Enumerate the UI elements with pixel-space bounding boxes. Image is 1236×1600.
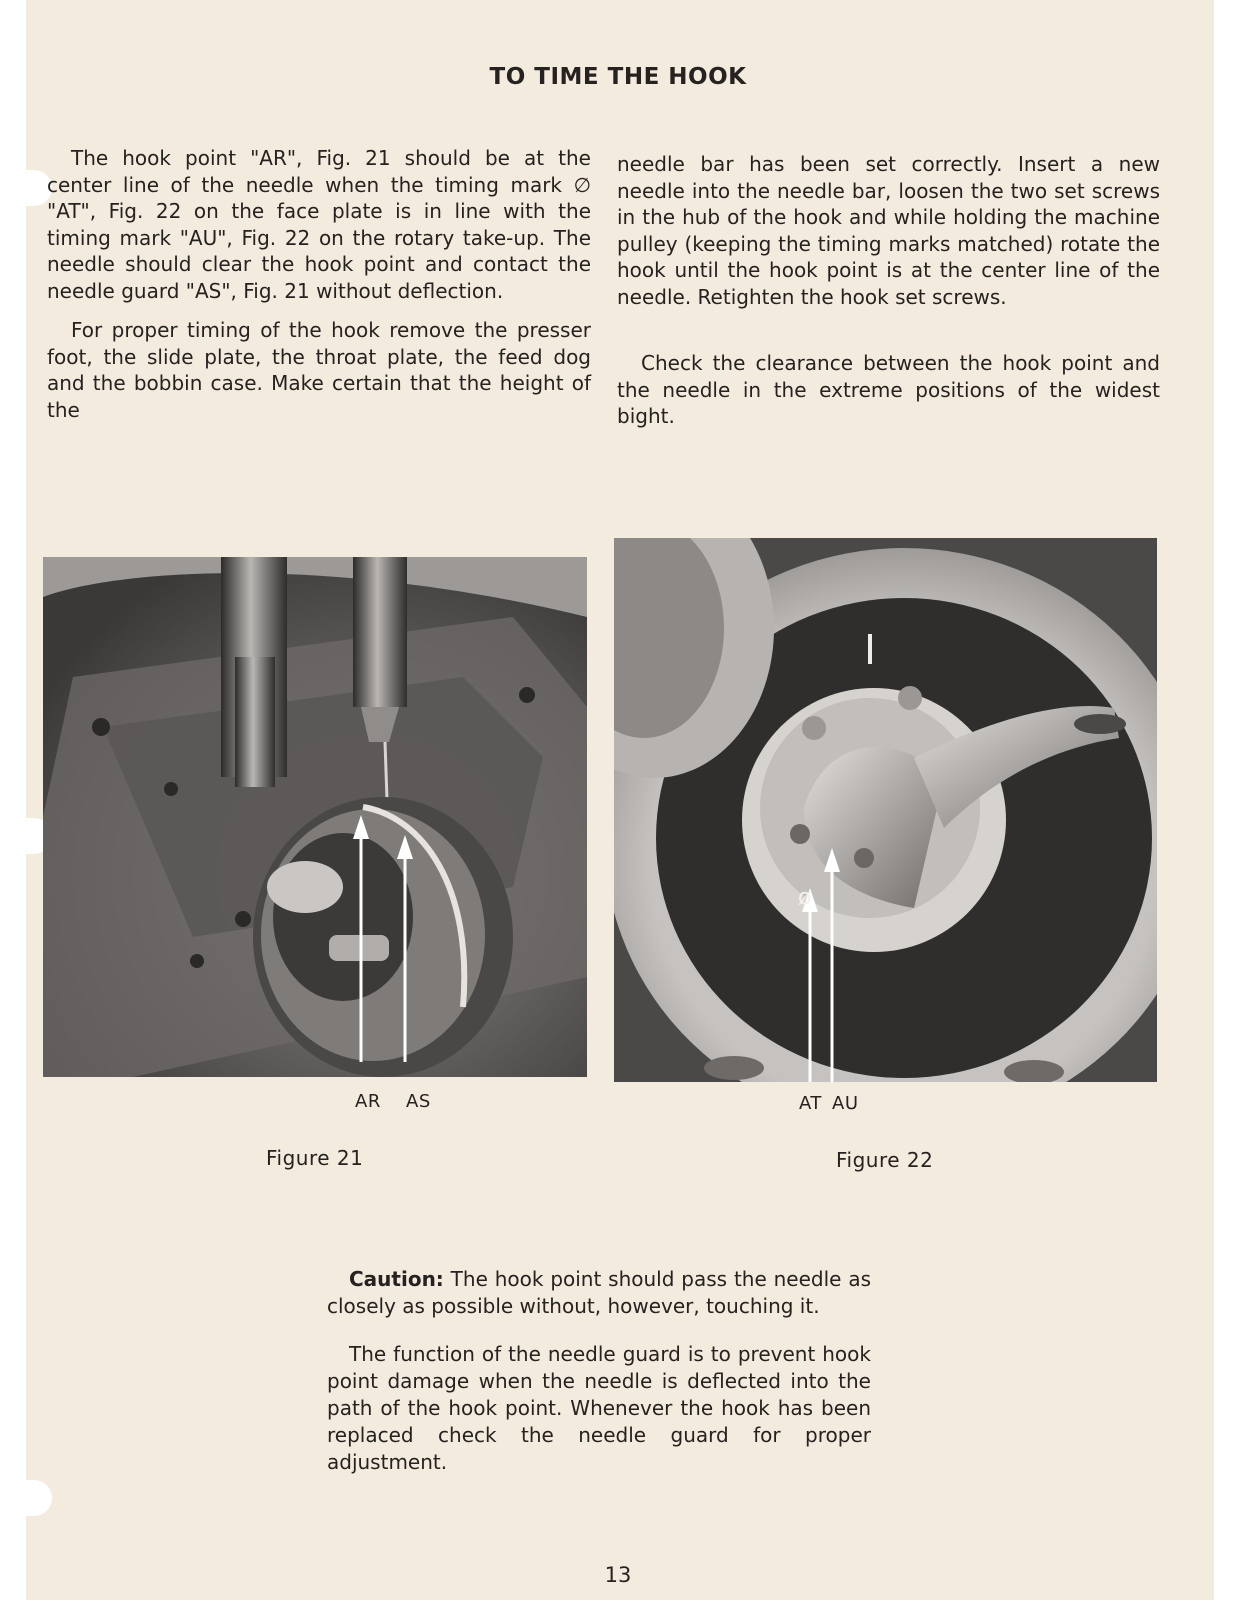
left-paragraph-1: The hook point "AR", Fig. 21 should be at the center line of the needle when the timing mark ∅ "AT", Fig. 22 on the face plate is in line with the timing mark "AU", Fig. 22 on the rotary take-up. The needle should clear the hook point and contact the needle guard "AS", Fig. 21 without deflection. — [47, 146, 591, 303]
figure-21-caption: Figure 21 — [266, 1146, 364, 1170]
caution-text: The hook point should pass the needle as closely as possible without, however, touching it. — [327, 1267, 871, 1318]
page-number: 13 — [604, 1563, 632, 1587]
label-at: AT — [799, 1093, 822, 1114]
label-as: AS — [406, 1091, 431, 1112]
label-ar: AR — [355, 1091, 381, 1112]
figure-21-photo — [43, 557, 587, 1077]
needle-guard-paragraph: The function of the needle guard is to prevent hook point damage when the needle is deflected into the path of the hook point. Whenever the hook has been replaced check the needle guard for proper adjustment. — [327, 1342, 871, 1474]
left-column — [47, 145, 591, 423]
left-paragraph-2: For proper timing of the hook remove the presser foot, the slide plate, the throat plate, the feed dog and the bobbin case. Make certain that the height of the — [47, 318, 591, 422]
right-paragraph-1: needle bar has been set correctly. Insert a new needle into the needle bar, loosen the two set screws in the hub of the hook and while holding the machine pulley (keeping the timing marks matched) rotate the hook until the hook point is at the center line of the needle. Retighten the hook set screws. — [617, 152, 1160, 309]
right-paragraph-2: Check the clearance between the hook point and the needle in the extreme positions of the widest bight. — [617, 351, 1160, 428]
figure-22-caption: Figure 22 — [836, 1148, 934, 1172]
right-column — [617, 151, 1160, 430]
timing-mark-symbol: ø — [798, 885, 812, 910]
label-au: AU — [832, 1093, 859, 1114]
caution-note — [327, 1266, 871, 1476]
caution-heading: Caution: — [349, 1267, 444, 1291]
figure-22-photo — [614, 538, 1157, 1082]
page-title: TO TIME THE HOOK — [489, 64, 747, 90]
